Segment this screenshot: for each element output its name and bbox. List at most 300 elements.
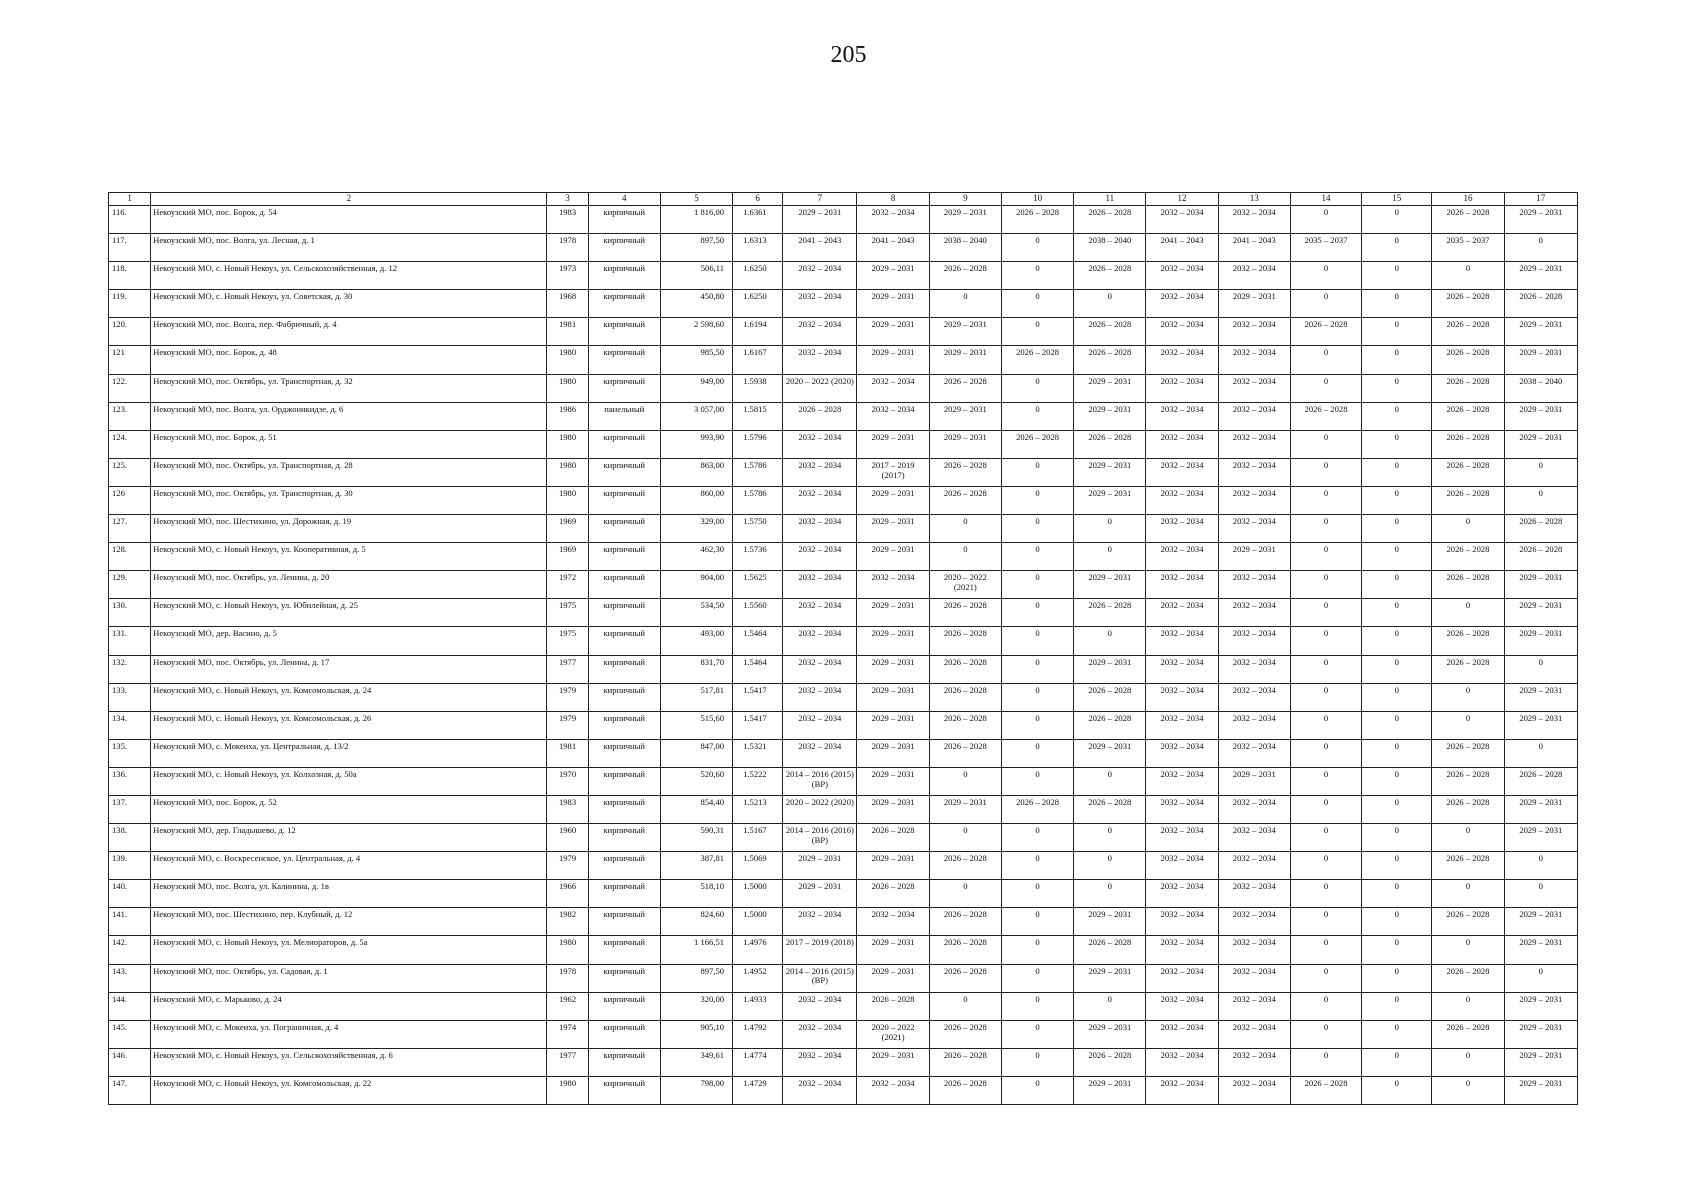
table-row	[109, 318, 1578, 346]
work-period-17-cell: 0	[1504, 486, 1577, 514]
work-period-12-cell: 2032 – 2034	[1146, 908, 1218, 936]
year-built-cell: 1977	[547, 655, 588, 683]
work-period-16-cell: 2026 – 2028	[1432, 739, 1504, 767]
work-period-10-cell: 0	[1001, 543, 1073, 571]
table-row	[109, 936, 1578, 964]
work-period-14-cell: 0	[1290, 458, 1361, 486]
work-period-16-cell: 2035 – 2037	[1432, 234, 1504, 262]
total-area-cell: 506,11	[660, 262, 732, 290]
wall-material-cell: кирпичный	[588, 346, 660, 374]
work-period-10-cell: 0	[1001, 683, 1073, 711]
work-period-8-cell: 2029 – 2031	[857, 346, 929, 374]
priority-index-cell: 1.5417	[733, 711, 783, 739]
total-area-cell: 493,00	[660, 627, 732, 655]
total-area-cell: 905,10	[660, 1020, 732, 1048]
priority-index-cell: 1.4729	[733, 1076, 783, 1104]
work-period-16-cell: 2026 – 2028	[1432, 543, 1504, 571]
total-area-cell: 349,61	[660, 1048, 732, 1076]
work-period-17-cell: 2029 – 2031	[1504, 346, 1577, 374]
work-period-17-cell: 2026 – 2028	[1504, 290, 1577, 318]
work-period-9-cell: 2029 – 2031	[929, 318, 1001, 346]
work-period-14-cell: 0	[1290, 992, 1361, 1020]
work-period-9-cell: 2026 – 2028	[929, 262, 1001, 290]
work-period-11-cell: 0	[1074, 824, 1146, 852]
table-row	[109, 1020, 1578, 1048]
work-period-15-cell: 0	[1362, 795, 1432, 823]
work-period-7-cell: 2029 – 2031	[783, 852, 857, 880]
wall-material-cell: кирпичный	[588, 234, 660, 262]
work-period-15-cell: 0	[1362, 1048, 1432, 1076]
work-period-8-cell: 2029 – 2031	[857, 655, 929, 683]
work-period-17-cell: 2029 – 2031	[1504, 795, 1577, 823]
column-header-12: 12	[1146, 193, 1218, 206]
work-period-15-cell: 0	[1362, 290, 1432, 318]
row-number-cell: 116.	[109, 206, 151, 234]
work-period-14-cell: 0	[1290, 290, 1361, 318]
work-period-11-cell: 2029 – 2031	[1074, 1020, 1146, 1048]
work-period-9-cell: 2038 – 2040	[929, 234, 1001, 262]
year-built-cell: 1979	[547, 711, 588, 739]
work-period-12-cell: 2032 – 2034	[1146, 936, 1218, 964]
work-period-7-cell: 2032 – 2034	[783, 543, 857, 571]
work-period-12-cell: 2032 – 2034	[1146, 824, 1218, 852]
wall-material-cell: кирпичный	[588, 290, 660, 318]
work-period-10-cell: 0	[1001, 374, 1073, 402]
work-period-12-cell: 2032 – 2034	[1146, 655, 1218, 683]
work-period-15-cell: 0	[1362, 458, 1432, 486]
address-cell: Некоузский МО, с. Воскресенское, ул. Центральная, д. 4	[151, 852, 547, 880]
work-period-10-cell: 0	[1001, 852, 1073, 880]
work-period-7-cell: 2032 – 2034	[783, 683, 857, 711]
work-period-8-cell: 2032 – 2034	[857, 374, 929, 402]
table-row	[109, 880, 1578, 908]
work-period-11-cell: 0	[1074, 515, 1146, 543]
work-period-12-cell: 2032 – 2034	[1146, 795, 1218, 823]
work-period-7-cell: 2032 – 2034	[783, 711, 857, 739]
work-period-8-cell: 2029 – 2031	[857, 430, 929, 458]
work-period-11-cell: 2029 – 2031	[1074, 1076, 1146, 1104]
table-row	[109, 1048, 1578, 1076]
work-period-12-cell: 2032 – 2034	[1146, 683, 1218, 711]
row-number-cell: 130.	[109, 599, 151, 627]
priority-index-cell: 1.5069	[733, 852, 783, 880]
work-period-11-cell: 2026 – 2028	[1074, 683, 1146, 711]
address-cell: Некоузский МО, пос. Волга, ул. Лесная, д. 1	[151, 234, 547, 262]
work-period-9-cell: 0	[929, 824, 1001, 852]
work-period-17-cell: 2029 – 2031	[1504, 571, 1577, 599]
work-period-14-cell: 0	[1290, 739, 1361, 767]
work-period-8-cell: 2020 – 2022 (2021)	[857, 1020, 929, 1048]
address-cell: Некоузский МО, с. Новый Некоуз, ул. Сельскохозяйственная, д. 6	[151, 1048, 547, 1076]
page-number: 205	[830, 42, 867, 68]
row-number-cell: 134.	[109, 711, 151, 739]
work-period-15-cell: 0	[1362, 374, 1432, 402]
work-period-11-cell: 2026 – 2028	[1074, 206, 1146, 234]
total-area-cell: 863,00	[660, 458, 732, 486]
row-number-cell: 122.	[109, 374, 151, 402]
work-period-8-cell: 2026 – 2028	[857, 992, 929, 1020]
work-period-12-cell: 2032 – 2034	[1146, 711, 1218, 739]
work-period-15-cell: 0	[1362, 543, 1432, 571]
work-period-16-cell: 2026 – 2028	[1432, 571, 1504, 599]
work-period-11-cell: 2038 – 2040	[1074, 234, 1146, 262]
address-cell: Некоузский МО, с. Новый Некоуз, ул. Кооперативная, д. 5	[151, 543, 547, 571]
wall-material-cell: кирпичный	[588, 543, 660, 571]
work-period-17-cell: 0	[1504, 739, 1577, 767]
work-period-8-cell: 2029 – 2031	[857, 964, 929, 992]
year-built-cell: 1979	[547, 852, 588, 880]
work-period-16-cell: 0	[1432, 1076, 1504, 1104]
work-period-15-cell: 0	[1362, 627, 1432, 655]
work-period-10-cell: 2026 – 2028	[1001, 430, 1073, 458]
work-period-14-cell: 0	[1290, 599, 1361, 627]
total-area-cell: 590,31	[660, 824, 732, 852]
work-period-9-cell: 2026 – 2028	[929, 739, 1001, 767]
work-period-7-cell: 2029 – 2031	[783, 880, 857, 908]
work-period-7-cell: 2020 – 2022 (2020)	[783, 795, 857, 823]
work-period-7-cell: 2017 – 2019 (2018)	[783, 936, 857, 964]
work-period-16-cell: 2026 – 2028	[1432, 290, 1504, 318]
year-built-cell: 1972	[547, 571, 588, 599]
table-row	[109, 402, 1578, 430]
priority-index-cell: 1.5750	[733, 515, 783, 543]
row-number-cell: 144.	[109, 992, 151, 1020]
work-period-9-cell: 2026 – 2028	[929, 1048, 1001, 1076]
total-area-cell: 985,50	[660, 346, 732, 374]
row-number-cell: 127.	[109, 515, 151, 543]
work-period-9-cell: 2026 – 2028	[929, 627, 1001, 655]
work-period-17-cell: 2029 – 2031	[1504, 1048, 1577, 1076]
work-period-8-cell: 2029 – 2031	[857, 683, 929, 711]
row-number-cell: 147.	[109, 1076, 151, 1104]
column-number-row	[109, 193, 1578, 206]
work-period-17-cell: 2038 – 2040	[1504, 374, 1577, 402]
work-period-9-cell: 2026 – 2028	[929, 683, 1001, 711]
table-row	[109, 374, 1578, 402]
work-period-14-cell: 0	[1290, 655, 1361, 683]
table-row	[109, 852, 1578, 880]
work-period-11-cell: 0	[1074, 880, 1146, 908]
work-period-15-cell: 0	[1362, 234, 1432, 262]
work-period-12-cell: 2032 – 2034	[1146, 543, 1218, 571]
priority-index-cell: 1.5222	[733, 767, 783, 795]
priority-index-cell: 1.5786	[733, 458, 783, 486]
table-body	[109, 206, 1578, 1105]
work-period-12-cell: 2032 – 2034	[1146, 402, 1218, 430]
work-period-14-cell: 0	[1290, 1020, 1361, 1048]
address-cell: Некоузский МО, пос. Шестихино, пер. Клубный, д. 12	[151, 908, 547, 936]
work-period-17-cell: 2029 – 2031	[1504, 430, 1577, 458]
wall-material-cell: кирпичный	[588, 992, 660, 1020]
row-number-cell: 140.	[109, 880, 151, 908]
address-cell: Некоузский МО, пос. Борок, д. 51	[151, 430, 547, 458]
work-period-16-cell: 0	[1432, 1048, 1504, 1076]
work-period-13-cell: 2032 – 2034	[1218, 880, 1290, 908]
work-period-8-cell: 2026 – 2028	[857, 824, 929, 852]
work-period-10-cell: 0	[1001, 515, 1073, 543]
work-period-16-cell: 0	[1432, 992, 1504, 1020]
work-period-16-cell: 0	[1432, 515, 1504, 543]
address-cell: Некоузский МО, пос. Шестихино, ул. Дорожная, д. 19	[151, 515, 547, 543]
total-area-cell: 897,50	[660, 234, 732, 262]
table-row	[109, 206, 1578, 234]
work-period-7-cell: 2032 – 2034	[783, 655, 857, 683]
work-period-13-cell: 2032 – 2034	[1218, 739, 1290, 767]
work-period-13-cell: 2032 – 2034	[1218, 964, 1290, 992]
wall-material-cell: панельный	[588, 402, 660, 430]
work-period-17-cell: 2029 – 2031	[1504, 402, 1577, 430]
total-area-cell: 824,60	[660, 908, 732, 936]
table-row	[109, 964, 1578, 992]
year-built-cell: 1980	[547, 346, 588, 374]
work-period-17-cell: 0	[1504, 852, 1577, 880]
work-period-13-cell: 2032 – 2034	[1218, 908, 1290, 936]
work-period-10-cell: 0	[1001, 1076, 1073, 1104]
priority-index-cell: 1.6250	[733, 290, 783, 318]
work-period-15-cell: 0	[1362, 880, 1432, 908]
address-cell: Некоузский МО, пос. Октябрь, ул. Транспортная, д. 32	[151, 374, 547, 402]
column-header-14: 14	[1290, 193, 1361, 206]
work-period-17-cell: 0	[1504, 964, 1577, 992]
address-cell: Некоузский МО, пос. Борок, д. 54	[151, 206, 547, 234]
work-period-13-cell: 2032 – 2034	[1218, 206, 1290, 234]
work-period-17-cell: 2029 – 2031	[1504, 206, 1577, 234]
total-area-cell: 387,81	[660, 852, 732, 880]
work-period-11-cell: 0	[1074, 627, 1146, 655]
priority-index-cell: 1.4952	[733, 964, 783, 992]
work-period-8-cell: 2029 – 2031	[857, 262, 929, 290]
work-period-17-cell: 2029 – 2031	[1504, 1020, 1577, 1048]
work-period-14-cell: 0	[1290, 964, 1361, 992]
work-period-10-cell: 0	[1001, 458, 1073, 486]
table-row	[109, 430, 1578, 458]
year-built-cell: 1982	[547, 908, 588, 936]
work-period-13-cell: 2032 – 2034	[1218, 711, 1290, 739]
work-period-8-cell: 2029 – 2031	[857, 1048, 929, 1076]
priority-index-cell: 1.4774	[733, 1048, 783, 1076]
total-area-cell: 993,90	[660, 430, 732, 458]
work-period-9-cell: 0	[929, 543, 1001, 571]
table-row	[109, 543, 1578, 571]
work-period-8-cell: 2029 – 2031	[857, 936, 929, 964]
total-area-cell: 1 166,51	[660, 936, 732, 964]
work-period-7-cell: 2032 – 2034	[783, 318, 857, 346]
work-period-16-cell: 2026 – 2028	[1432, 1020, 1504, 1048]
column-header-4: 4	[588, 193, 660, 206]
work-period-9-cell: 2026 – 2028	[929, 374, 1001, 402]
wall-material-cell: кирпичный	[588, 515, 660, 543]
work-period-15-cell: 0	[1362, 992, 1432, 1020]
total-area-cell: 329,00	[660, 515, 732, 543]
work-period-17-cell: 2026 – 2028	[1504, 767, 1577, 795]
work-period-9-cell: 2020 – 2022 (2021)	[929, 571, 1001, 599]
column-header-15: 15	[1362, 193, 1432, 206]
work-period-7-cell: 2014 – 2016 (2016) (ВР)	[783, 824, 857, 852]
year-built-cell: 1962	[547, 992, 588, 1020]
wall-material-cell: кирпичный	[588, 627, 660, 655]
table-row	[109, 739, 1578, 767]
year-built-cell: 1980	[547, 430, 588, 458]
work-period-14-cell: 0	[1290, 852, 1361, 880]
work-period-10-cell: 0	[1001, 318, 1073, 346]
work-period-16-cell: 2026 – 2028	[1432, 964, 1504, 992]
work-period-7-cell: 2032 – 2034	[783, 430, 857, 458]
work-period-7-cell: 2032 – 2034	[783, 1020, 857, 1048]
priority-index-cell: 1.5938	[733, 374, 783, 402]
work-period-15-cell: 0	[1362, 430, 1432, 458]
work-period-12-cell: 2032 – 2034	[1146, 486, 1218, 514]
work-period-11-cell: 2026 – 2028	[1074, 1048, 1146, 1076]
address-cell: Некоузский МО, пос. Волга, пер. Фабричный, д. 4	[151, 318, 547, 346]
address-cell: Некоузский МО, с. Новый Некоуз, ул. Мелиораторов, д. 5а	[151, 936, 547, 964]
row-number-cell: 129.	[109, 571, 151, 599]
wall-material-cell: кирпичный	[588, 599, 660, 627]
work-period-12-cell: 2032 – 2034	[1146, 880, 1218, 908]
work-period-16-cell: 2026 – 2028	[1432, 795, 1504, 823]
row-number-cell: 120.	[109, 318, 151, 346]
work-period-7-cell: 2032 – 2034	[783, 458, 857, 486]
table-row	[109, 711, 1578, 739]
column-header-13: 13	[1218, 193, 1290, 206]
row-number-cell: 128.	[109, 543, 151, 571]
year-built-cell: 1980	[547, 458, 588, 486]
work-period-11-cell: 2026 – 2028	[1074, 318, 1146, 346]
table-row	[109, 458, 1578, 486]
year-built-cell: 1981	[547, 739, 588, 767]
work-period-12-cell: 2032 – 2034	[1146, 767, 1218, 795]
work-period-13-cell: 2032 – 2034	[1218, 402, 1290, 430]
priority-index-cell: 1.6167	[733, 346, 783, 374]
work-period-9-cell: 2029 – 2031	[929, 346, 1001, 374]
housing-repair-schedule-table	[108, 192, 1578, 1105]
row-number-cell: 135.	[109, 739, 151, 767]
priority-index-cell: 1.5786	[733, 486, 783, 514]
total-area-cell: 897,50	[660, 964, 732, 992]
work-period-10-cell: 0	[1001, 1020, 1073, 1048]
wall-material-cell: кирпичный	[588, 767, 660, 795]
work-period-14-cell: 2026 – 2028	[1290, 1076, 1361, 1104]
work-period-17-cell: 2029 – 2031	[1504, 992, 1577, 1020]
priority-index-cell: 1.5213	[733, 795, 783, 823]
work-period-16-cell: 2026 – 2028	[1432, 346, 1504, 374]
wall-material-cell: кирпичный	[588, 430, 660, 458]
wall-material-cell: кирпичный	[588, 318, 660, 346]
work-period-11-cell: 2026 – 2028	[1074, 795, 1146, 823]
row-number-cell: 141.	[109, 908, 151, 936]
work-period-13-cell: 2032 – 2034	[1218, 571, 1290, 599]
work-period-8-cell: 2029 – 2031	[857, 515, 929, 543]
work-period-11-cell: 2029 – 2031	[1074, 374, 1146, 402]
priority-index-cell: 1.4976	[733, 936, 783, 964]
row-number-cell: 142.	[109, 936, 151, 964]
work-period-14-cell: 0	[1290, 515, 1361, 543]
work-period-10-cell: 0	[1001, 1048, 1073, 1076]
address-cell: Некоузский МО, с. Марьково, д. 24	[151, 992, 547, 1020]
work-period-8-cell: 2017 – 2019 (2017)	[857, 458, 929, 486]
work-period-7-cell: 2026 – 2028	[783, 402, 857, 430]
total-area-cell: 860,00	[660, 486, 732, 514]
work-period-17-cell: 2026 – 2028	[1504, 515, 1577, 543]
work-period-10-cell: 0	[1001, 655, 1073, 683]
work-period-9-cell: 0	[929, 290, 1001, 318]
work-period-14-cell: 0	[1290, 627, 1361, 655]
address-cell: Некоузский МО, пос. Октябрь, ул. Ленина, д. 17	[151, 655, 547, 683]
work-period-16-cell: 0	[1432, 711, 1504, 739]
work-period-9-cell: 0	[929, 515, 1001, 543]
work-period-15-cell: 0	[1362, 655, 1432, 683]
wall-material-cell: кирпичный	[588, 795, 660, 823]
work-period-9-cell: 2026 – 2028	[929, 936, 1001, 964]
work-period-11-cell: 2029 – 2031	[1074, 486, 1146, 514]
work-period-16-cell: 2026 – 2028	[1432, 430, 1504, 458]
table-row	[109, 824, 1578, 852]
work-period-12-cell: 2032 – 2034	[1146, 318, 1218, 346]
work-period-15-cell: 0	[1362, 852, 1432, 880]
work-period-11-cell: 0	[1074, 290, 1146, 318]
table-row	[109, 571, 1578, 599]
work-period-12-cell: 2032 – 2034	[1146, 627, 1218, 655]
total-area-cell: 534,50	[660, 599, 732, 627]
year-built-cell: 1978	[547, 234, 588, 262]
work-period-16-cell: 2026 – 2028	[1432, 402, 1504, 430]
work-period-15-cell: 0	[1362, 908, 1432, 936]
work-period-8-cell: 2029 – 2031	[857, 290, 929, 318]
wall-material-cell: кирпичный	[588, 1076, 660, 1104]
work-period-7-cell: 2032 – 2034	[783, 346, 857, 374]
year-built-cell: 1975	[547, 599, 588, 627]
work-period-12-cell: 2032 – 2034	[1146, 206, 1218, 234]
work-period-16-cell: 2026 – 2028	[1432, 206, 1504, 234]
work-period-10-cell: 0	[1001, 262, 1073, 290]
work-period-7-cell: 2014 – 2016 (2015) (ВР)	[783, 767, 857, 795]
work-period-14-cell: 0	[1290, 430, 1361, 458]
table-row	[109, 1076, 1578, 1104]
table-row	[109, 346, 1578, 374]
work-period-9-cell: 2026 – 2028	[929, 1020, 1001, 1048]
priority-index-cell: 1.6361	[733, 206, 783, 234]
work-period-13-cell: 2032 – 2034	[1218, 515, 1290, 543]
work-period-8-cell: 2029 – 2031	[857, 852, 929, 880]
work-period-9-cell: 0	[929, 880, 1001, 908]
row-number-cell: 146.	[109, 1048, 151, 1076]
work-period-10-cell: 0	[1001, 711, 1073, 739]
wall-material-cell: кирпичный	[588, 711, 660, 739]
priority-index-cell: 1.5321	[733, 739, 783, 767]
year-built-cell: 1960	[547, 824, 588, 852]
work-period-8-cell: 2041 – 2043	[857, 234, 929, 262]
total-area-cell: 450,80	[660, 290, 732, 318]
work-period-14-cell: 2026 – 2028	[1290, 402, 1361, 430]
table-row	[109, 683, 1578, 711]
wall-material-cell: кирпичный	[588, 824, 660, 852]
work-period-12-cell: 2032 – 2034	[1146, 599, 1218, 627]
work-period-7-cell: 2032 – 2034	[783, 1048, 857, 1076]
work-period-10-cell: 0	[1001, 402, 1073, 430]
work-period-16-cell: 0	[1432, 262, 1504, 290]
work-period-14-cell: 0	[1290, 795, 1361, 823]
work-period-13-cell: 2032 – 2034	[1218, 458, 1290, 486]
work-period-11-cell: 0	[1074, 543, 1146, 571]
work-period-15-cell: 0	[1362, 515, 1432, 543]
work-period-17-cell: 2029 – 2031	[1504, 318, 1577, 346]
work-period-13-cell: 2032 – 2034	[1218, 992, 1290, 1020]
total-area-cell: 518,10	[660, 880, 732, 908]
table-row	[109, 795, 1578, 823]
table-row	[109, 515, 1578, 543]
table-row	[109, 908, 1578, 936]
work-period-12-cell: 2032 – 2034	[1146, 1020, 1218, 1048]
priority-index-cell: 1.5796	[733, 430, 783, 458]
